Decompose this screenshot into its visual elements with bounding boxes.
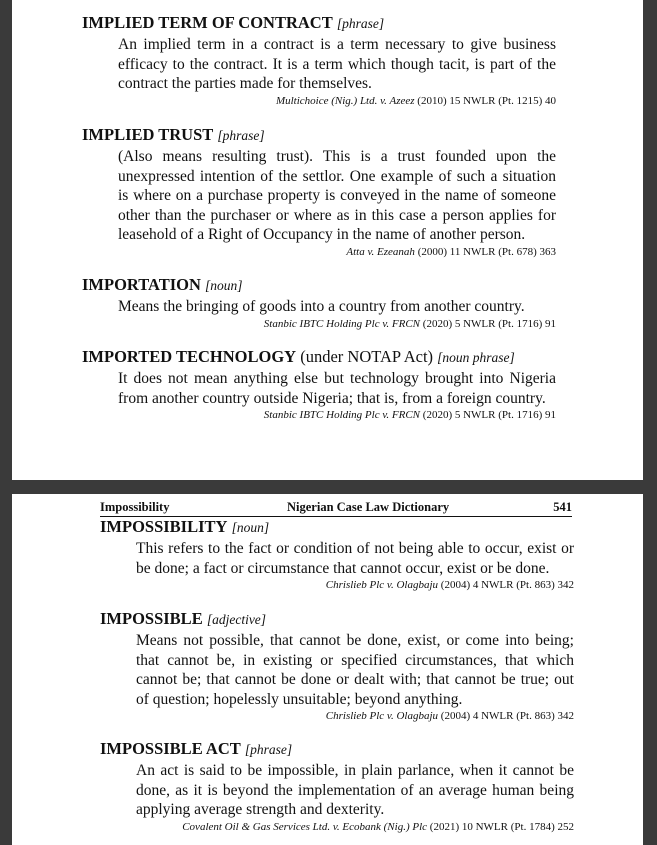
entry-citation [82,245,556,259]
entry-citation [82,317,556,331]
citation-case-name: Chrislieb Plc v. Olagbaju [325,579,439,591]
top-page [12,0,643,480]
entry-term: IMPOSSIBILITY [100,517,228,536]
entry-headword [82,274,556,297]
citation-case-name: Stanbic IBTC Holding Plc v. FRCN [263,317,421,330]
citation-case-name: Multichoice (Nig.) Ltd. v. Azeez [275,94,415,107]
running-head-title: Nigerian Case Law Dictionary [287,500,450,514]
citation-reference: (2010) 15 NWLR (Pt. 1215) 40 [417,94,556,107]
citation-case-name: Atta v. Ezeanah [346,245,415,258]
entry-importation [82,274,556,331]
entry-headword [82,346,556,369]
running-head-left: Impossibility [100,500,170,514]
entry-part-of-speech: [noun phrase] [437,350,515,365]
entry-definition: It does not mean anything else but technology brought into Nigeria from another country outside Nigeria; that is, from a foreign country. [118,370,556,407]
entry-term: IMPOSSIBLE ACT [100,739,241,758]
entry-headword [100,608,574,631]
entry-impossible [100,608,574,723]
entry-part-of-speech: [phrase] [336,16,385,31]
entry-imported-technology [82,346,556,422]
entry-part-of-speech: [phrase] [217,128,265,143]
entry-headword [100,516,574,539]
entry-term: IMPORTED TECHNOLOGY [82,347,297,366]
entry-term: IMPLIED TRUST [82,125,214,144]
citation-case-name: Covalent Oil & Gas Services Ltd. v. Ecobank (Nig.) Plc [182,820,428,833]
entry-definition: Means not possible, that cannot be done, exist, or come into being; that cannot be, in existing or specified circumstances, that which cannot be; that cannot be done or dealt with; that cannot be true; out of question; hopelessly unsuitable; beyond anything. [136,632,574,708]
entry-implied-term-of-contract [82,12,556,108]
citation-case-name: Stanbic IBTC Holding Plc v. FRCN [263,409,421,421]
entry-qualifier: (under NOTAP Act) [300,347,434,366]
bottom-page [12,494,643,845]
entry-headword [100,738,574,761]
entry-citation [100,578,574,592]
citation-reference: (2004) 4 NWLR (Pt. 863) 342 [440,710,574,722]
citation-reference: (2020) 5 NWLR (Pt. 1716) 91 [422,409,556,421]
entry-headword [82,124,556,147]
entry-term: IMPOSSIBLE [100,609,203,628]
citation-reference: (2020) 5 NWLR (Pt. 1716) 91 [422,317,556,330]
entry-definition: An act is said to be impossible, in plain parlance, when it cannot be done, as it is beyond the implementation of an average human being applying average strength and dexterity. [136,762,574,818]
running-header [100,500,572,517]
entry-definition: An implied term in a contract is a term necessary to give business efficacy to the contract. It is a term which though tacit, is part of the contract the parties made for themselves. [118,36,556,92]
entry-citation [82,408,556,422]
entry-headword [82,12,556,35]
entry-term: IMPLIED TERM OF CONTRACT [82,13,333,32]
entry-definition: Means the bringing of goods into a country from another country. [118,298,525,315]
entry-citation [100,709,574,723]
page-number: 541 [553,500,572,514]
citation-case-name: Chrislieb Plc v. Olagbaju [325,710,439,722]
entry-definition: This refers to the fact or condition of not being able to occur, exist or be done; a fact or circumstance that cannot occur, exist or be done. [136,540,574,577]
citation-reference: (2004) 4 NWLR (Pt. 863) 342 [440,579,574,591]
entry-impossibility [100,516,574,592]
entry-part-of-speech: [noun] [205,278,243,293]
citation-reference: (2000) 11 NWLR (Pt. 678) 363 [417,245,556,258]
entry-implied-trust [82,124,556,259]
entry-citation [82,94,556,108]
entry-definition: (Also means resulting trust). This is a trust founded upon the unexpressed intention of the settlor. One example of such a situation is where on a purchase property is conveyed in the name of someone other than the purchaser or where as in this case a person applies for leasehold of a Right of Occupancy in the name of another person. [118,148,556,243]
citation-reference: (2021) 10 NWLR (Pt. 1784) 252 [429,820,574,833]
entry-part-of-speech: [adjective] [206,612,267,627]
entry-citation [100,820,574,834]
entry-impossible-act [100,738,574,834]
entry-part-of-speech: [phrase] [244,742,293,757]
entry-term: IMPORTATION [82,275,201,294]
entry-part-of-speech: [noun] [231,520,270,535]
